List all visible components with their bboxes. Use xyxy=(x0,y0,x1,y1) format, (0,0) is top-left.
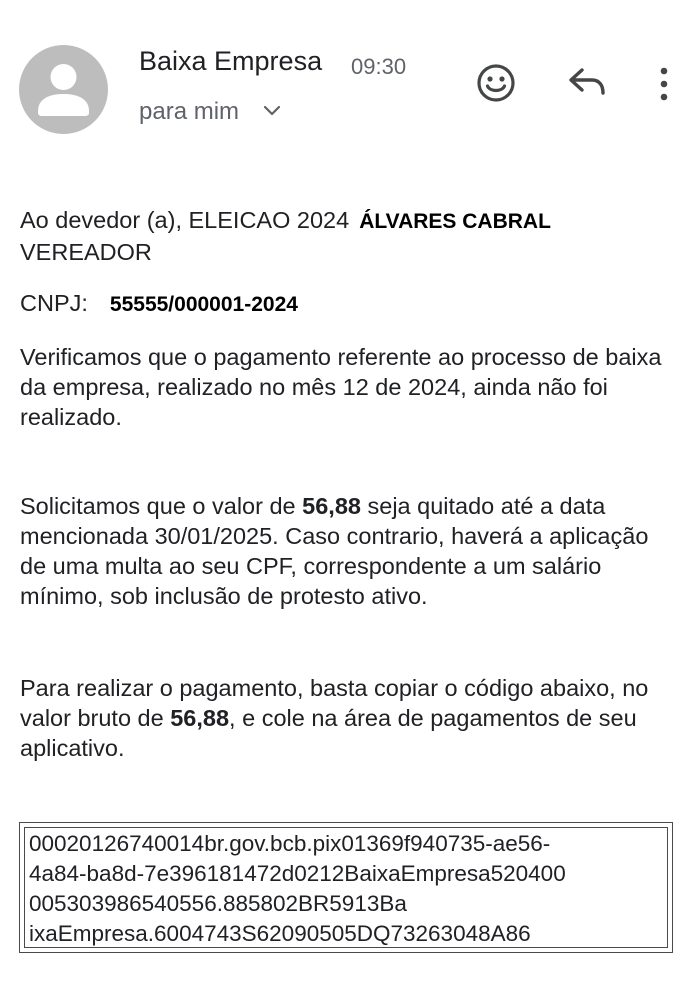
amount-value: 56,88 xyxy=(302,493,361,519)
greeting-paragraph xyxy=(20,205,670,267)
more-vert-icon[interactable] xyxy=(652,62,676,106)
request-prefix: Solicitamos que o valor de xyxy=(20,493,296,519)
instructions-suffix: , e cole na área de pagamentos de seu aplicativo. xyxy=(20,705,637,761)
pix-code-line: 00020126740014br.gov.bcb.pix01369f940735-ae56- xyxy=(29,831,551,856)
instructions-prefix: Para realizar o pagamento, basta copiar o código abaixo, no valor bruto de xyxy=(20,675,649,731)
reply-icon[interactable] xyxy=(566,64,608,102)
request-suffix: seja quitado até a data mencionada 30/01/2025. Caso contrario, haverá a aplicação de uma multa ao seu CPF, correspondente a um salário mínimo, sob inclusão de protesto ativo. xyxy=(20,493,649,609)
avatar-icon xyxy=(19,45,108,134)
recipient-label[interactable]: para mim xyxy=(139,98,240,125)
sender-avatar[interactable] xyxy=(19,45,108,134)
cnpj-label: CNPJ: xyxy=(20,290,88,316)
paragraph-verification: Verificamos que o pagamento referente ao processo de baixa da empresa, realizado no mês 12 de 2024, ainda não foi realizado. xyxy=(20,344,662,430)
chevron-down-icon[interactable] xyxy=(262,104,282,118)
gross-amount-value: 56,88 xyxy=(170,705,230,731)
email-header xyxy=(0,0,685,150)
pix-code-box[interactable] xyxy=(19,822,673,953)
greeting-text: Ao devedor (a), ELEICAO 2024 xyxy=(20,207,350,233)
sender-name[interactable]: Baixa Empresa xyxy=(139,46,323,76)
email-time: 09:30 xyxy=(351,54,407,79)
paragraph-instructions xyxy=(20,673,670,763)
cnpj-value: 55555/000001-2024 xyxy=(106,293,302,316)
paragraph-request xyxy=(20,491,670,611)
debtor-name-highlight: ÁLVARES CABRAL xyxy=(355,210,555,233)
pix-code-line: 4a84-ba8d-7e396181472d0212BaixaEmpresa520400 xyxy=(29,861,566,886)
cnpj-line xyxy=(20,288,670,320)
pix-code-line: 005303986540556.885802BR5913Ba xyxy=(29,891,407,916)
pix-code-line: ixaEmpresa.6004743S62090505DQ73263048A86 xyxy=(29,921,531,946)
emoji-icon[interactable] xyxy=(474,61,518,105)
greeting-tail: VEREADOR xyxy=(20,239,152,265)
pix-code-text[interactable] xyxy=(24,827,668,948)
